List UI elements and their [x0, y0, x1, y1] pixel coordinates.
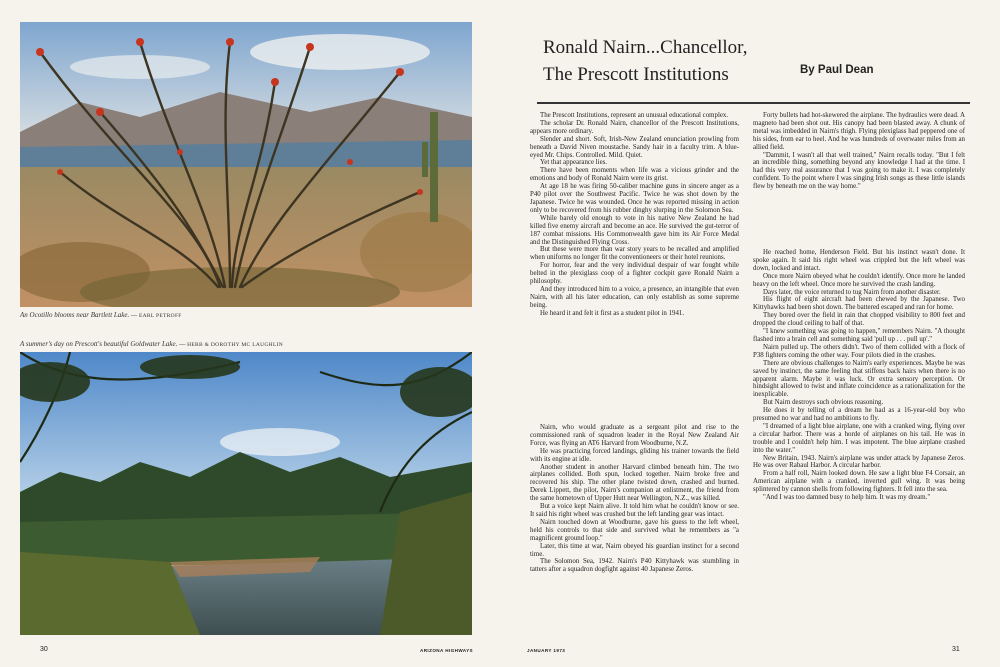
col2b-paragraph: He reached home, Henderson Field. But his instinct wasn't done. It spoke again. It said his right wheel was crippled but the left wheel was down, locked and intact.	[753, 249, 965, 272]
col1b-paragraph: Nairn touched down at Woodburne, gave his guess to the left wheel, held his controls to that side and survived what he remembers as "a magnificent ground loop."	[530, 518, 739, 542]
col2b-paragraph: There are obvious challenges to Nairn's early experiences. Maybe he was saved by instinct, the same feeling that stiffens back hairs when there is no apparent alarm. Maybe it was luck. Or extra sensory perception. Or hindsight allowed to twist and inflate coincidence as a rationalization for the inexplicable.	[753, 359, 965, 399]
col1b-paragraph: Nairn, who would graduate as a sergeant pilot and rise to the commissioned rank of squadron leader in the Royal New Zealand Air Force, was flying an AT6 Harvard from Woodburne, N.Z.	[530, 424, 739, 447]
col1b-paragraph: Later, this time at war, Nairn obeyed his guardian instinct for a second time.	[530, 542, 739, 558]
ocotillo-caption	[20, 311, 182, 319]
col2b-paragraph: New Britain, 1943. Nairn's airplane was under attack by Japanese Zeros. He was over Rabaul Harbor. A circular harbor.	[753, 454, 965, 470]
col1-paragraph: Slender and short. Soft, Irish-New Zealand enunciation prowling from beneath a David Niven moustache. Sandy hair in a faculty trim. A blue-eyed Mr. Chips. Controlled. Mild. Quiet.	[530, 135, 739, 159]
col1-paragraph: There have been moments when life was a vicious grinder and the emotions and body of Ronald Nairn were its grist.	[530, 167, 739, 183]
right-page-number: 31	[952, 646, 960, 653]
article-title-line-1: Ronald Nairn...Chancellor,	[543, 37, 748, 58]
goldwater-lake-photo	[20, 352, 472, 635]
col2b-paragraph: They bored over the field in rain that chopped visibility to 800 feet and dropped the cloud ceiling to half of that.	[753, 312, 965, 328]
col1-paragraph: Yet that appearance lies.	[540, 159, 608, 167]
col2-paragraph: Forty bullets had hot-skewered the airplane. The hydraulics were dead. A magneto had been shot out. His canopy had been blasted away. A chunk of metal was imbedded in Nairn's thigh. Flying plexiglass had peppered one of his sides, from ear to heel. And he was hundreds of overwater miles from an allied field.	[753, 112, 965, 151]
goldwater-photo-credit: HERB & DOROTHY MC LAUGHLIN	[187, 342, 284, 348]
col2b-paragraph: "I knew something was going to happen," remembers Nairn. "A thought flashed into a brain cell and something said 'pull up . . . pull up'."	[753, 328, 965, 343]
title-divider	[537, 102, 970, 104]
col2b-paragraph: But Nairn destroys such obvious reasoning.	[763, 399, 884, 407]
col1-paragraph: And they introduced him to a voice, a presence, an intangible that even Nairn, with all his later education, can only establish as some supreme being.	[530, 285, 739, 309]
col1-paragraph: For horror, fear and the very individual despair of war fought while belted in the plexiglass coop of a fighter cockpit gave Ronald Nairn a philosophy.	[530, 262, 739, 286]
col1-paragraph: He heard it and felt it first as a student pilot in 1941.	[540, 309, 685, 317]
magazine-name: ARIZONA HIGHWAYS	[420, 648, 474, 653]
col1b-paragraph: Another student in another Harvard climbed beneath him. The two airplanes collided. Both spun, locked together. Nairn broke free and recovered his ship. The other plane twisted down, crashed and burned. Derek Lippett, the pilot, Nairn's companion at enlistment, the friend from the same hometown of Upper Hutt near Wellington, N.Z., was killed.	[530, 463, 739, 503]
ocotillo-photo-credit: EARL PETROFF	[139, 313, 182, 319]
issue-date: JANUARY 1973	[527, 648, 566, 653]
col1-paragraph: But these were more than war story years to be recalled and amplified when uniforms no longer fit the conventioneers or their hotel reunions.	[530, 246, 739, 262]
col1b-paragraph: He was practicing forced landings, gliding his trainer towards the field with its engine at idle.	[530, 447, 739, 463]
col1b-paragraph: The Solomon Sea, 1942. Nairn's P40 Kittyhawk was stumbling in tatters after a squadron dogfight against 40 Japanese Zeros.	[530, 558, 739, 574]
article-column-1	[530, 112, 739, 318]
col2b-paragraph: "I dreamed of a light blue airplane, one with a cranked wing, flying over a circular harbor. There was a horde of airplanes on his tail. He was in trouble and I couldn't help him. I was impotent. The blue airplane crashed into the water."	[753, 422, 965, 454]
goldwater-caption	[20, 340, 283, 348]
col2b-paragraph: From a half roll, Nairn looked down. He saw a light blue F4 Corsair, an American airplane with a cranked, inverted gull wing. It was being splintered by cannon shells from following fighters. It fell into the sea.	[753, 470, 965, 494]
col1-paragraph: While barely old enough to vote in his native New Zealand he had killed five enemy aircraft and become an ace. He survived the gut-terror of 187 combat missions. His Commonwealth gave him its Air Force Medal and the Distinguished Flying Cross.	[530, 214, 739, 246]
ocotillo-caption-text: An Ocotillo blooms near Bartlett Lake. —	[20, 311, 138, 319]
col2b-paragraph: Days later, the voice returned to tug Nairn from another disaster.	[763, 288, 941, 296]
article-byline: By Paul Dean	[800, 64, 874, 76]
article-column-2	[753, 112, 965, 191]
col1-paragraph: The scholar Dr. Ronald Nairn, chancellor of the Prescott Institutions, appears more ordinary.	[530, 119, 739, 135]
col2b-paragraph: His flight of eight aircraft had been chewed by the Japanese. Two Kittyhawks had been shot down. The battered escaped and ran for home.	[753, 296, 965, 312]
article-title-line-2: The Prescott Institutions	[543, 64, 729, 85]
ocotillo-photo	[20, 22, 472, 307]
col1b-paragraph: But a voice kept Nairn alive. It told him what he couldn't know or see. It said his right wheel was crushed but the left landing gear was intact.	[530, 503, 739, 518]
col1-paragraph: The Prescott Institutions, represent an unusual educational complex.	[540, 112, 729, 119]
article-column-2-continued	[753, 249, 965, 502]
col2b-paragraph: Nairn pulled up. The others didn't. Two of them collided with a flock of P38 fighters coming the other way. Four pilots died in the crashes.	[753, 343, 965, 359]
goldwater-caption-text: A summer's day on Prescott's beautiful Goldwater Lake. —	[20, 340, 186, 348]
left-page-number: 30	[40, 646, 48, 653]
col2b-paragraph: "And I was too damned busy to help him. It was my dream."	[763, 494, 931, 502]
col2b-paragraph: Once more Nairn obeyed what he couldn't identify. Once more he landed heavy on the left wheel. Once more he survived the crash landing.	[753, 272, 965, 288]
col2-paragraph: "Dammit, I wasn't all that well trained," Nairn recalls today. "But I felt an incredible thing, something beyond any knowledge I had at the time. I had this very real assurance that I was going to make it. I was completely confident. To the point where I was singing Irish songs as these little islands flew by beneath me on the way home."	[753, 151, 965, 191]
col1-paragraph: At age 18 he was firing 50-caliber machine guns in sincere anger as a P40 pilot over the Southwest Pacific. Twice he was shot down by the Japanese. Twice he was wounded. Once he was reported missing in action only to be recovered from his rubber dinghy slurping in the Solomon Sea.	[530, 183, 739, 214]
article-column-1-continued	[530, 424, 739, 574]
col2b-paragraph: He does it by telling of a dream he had as a 16-year-old boy who presumed no war and had no ambitions to fly.	[753, 407, 965, 423]
